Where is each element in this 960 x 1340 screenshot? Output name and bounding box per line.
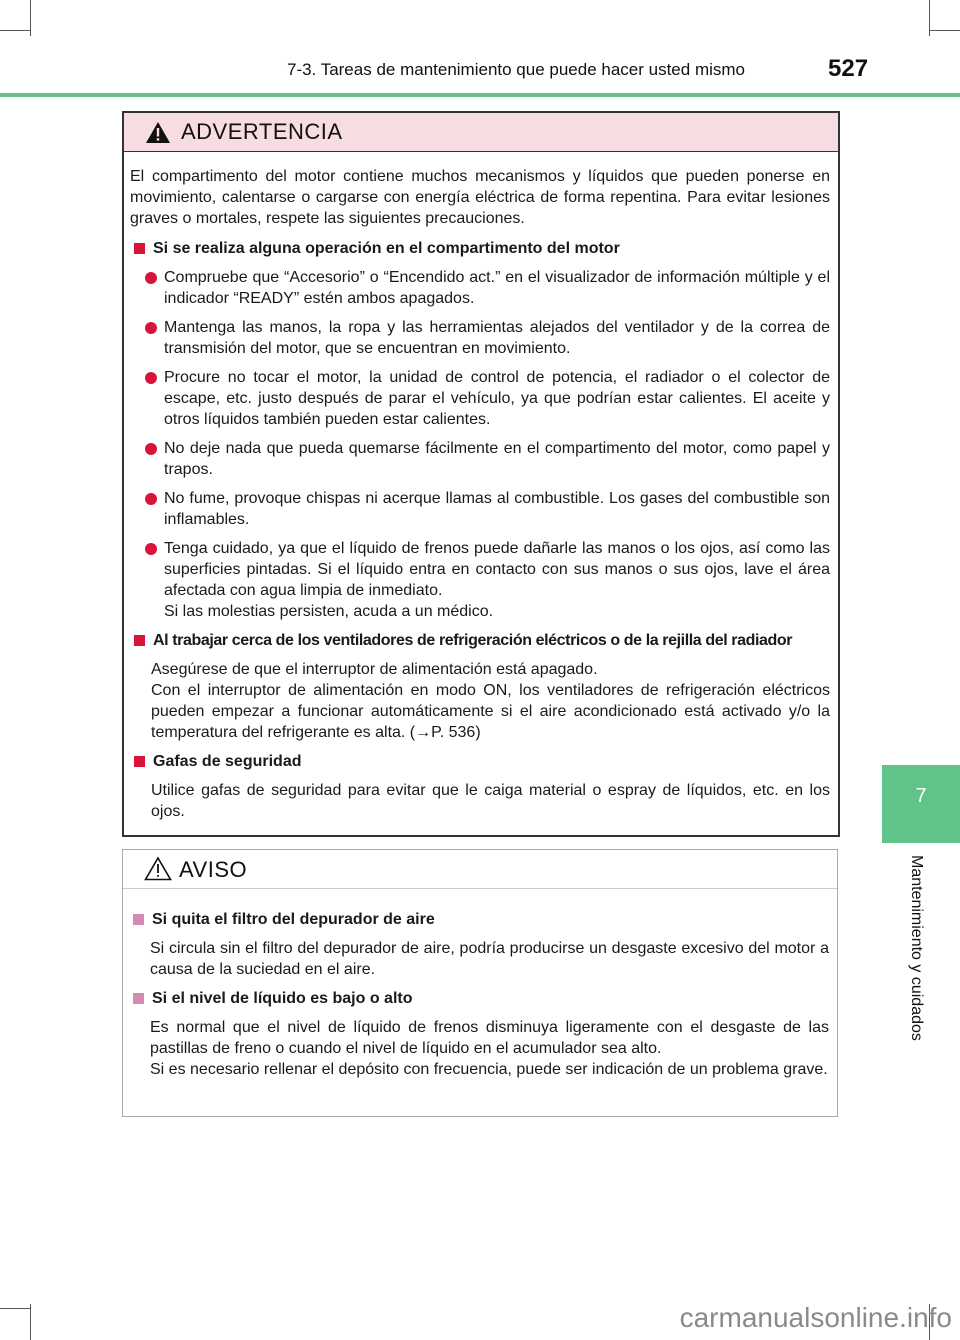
- round-bullet-icon: [145, 543, 157, 555]
- notice-subheading: Si el nivel de líquido es bajo o alto: [129, 988, 829, 1009]
- round-bullet-icon: [145, 493, 157, 505]
- square-bullet-icon: [134, 243, 145, 254]
- list-item: Mantenga las manos, la ropa y las herramientas alejados del ventilador y de la correa de transmisión del motor, que se encuentran en movimiento.: [145, 317, 830, 359]
- round-bullet-icon: [145, 372, 157, 384]
- header-rule: [0, 93, 960, 97]
- notice-title: AVISO: [179, 857, 248, 882]
- watermark: carmanualsonline.info: [679, 1302, 952, 1333]
- list-item: Compruebe que “Accesorio” o “Encendido act.” en el visualizador de información múltiple y el indicador “READY” estén ambos apagados.: [145, 267, 830, 309]
- caution-triangle-icon: [144, 856, 172, 886]
- crop-mark: [30, 0, 31, 36]
- chapter-title: Mantenimiento y cuidados: [908, 855, 925, 1041]
- paragraph: Es normal que el nivel de líquido de frenos disminuya ligeramente con el desgaste de las pastillas de freno o cuando el nivel de líquido en el acumulador sea alto.: [150, 1019, 829, 1057]
- crop-mark: [30, 1304, 31, 1340]
- square-bullet-icon: [133, 993, 144, 1004]
- round-bullet-icon: [145, 322, 157, 334]
- square-bullet-icon: [134, 635, 145, 646]
- crop-mark: [0, 1308, 30, 1309]
- notice-subheading: Si quita el filtro del depurador de aire: [129, 909, 829, 930]
- warning-box: [122, 111, 840, 837]
- warning-subheading: Si se realiza alguna operación en el compartimento del motor: [130, 238, 830, 259]
- list-item: No deje nada que pueda quemarse fácilmente en el compartimento del motor, como papel y trapos.: [145, 438, 830, 480]
- section-title: 7-3. Tareas de mantenimiento que puede hacer usted mismo: [286, 60, 745, 79]
- list-item: Procure no tocar el motor, la unidad de control de potencia, el radiador o el colector de escape, etc. justo después de parar el vehículo, ya que podrían estar calientes. El aceite y otros líquidos también pueden estar calientes.: [145, 367, 830, 430]
- chapter-number: 7: [915, 785, 927, 807]
- bullet-followup: Si las molestias persisten, acuda a un médico.: [164, 603, 494, 620]
- warning-body: [124, 152, 838, 822]
- warning-header: [124, 113, 838, 152]
- warning-subheading: Al trabajar cerca de los ventiladores de refrigeración eléctricos o de la rejilla del radiador: [130, 630, 830, 651]
- list-item: No fume, provoque chispas ni acerque llamas al combustible. Los gases del combustible son inflamables.: [145, 488, 830, 530]
- warning-title: ADVERTENCIA: [181, 119, 343, 144]
- crop-mark: [0, 30, 30, 31]
- list-item: Tenga cuidado, ya que el líquido de frenos puede dañarle las manos o los ojos, así como las superficies pintadas. Si el líquido entra en contacto con sus manos o sus ojos, lave el área afectada con agua limpia de inmediato.: [145, 538, 830, 601]
- warning-intro: El compartimento del motor contiene muchos mecanismos y líquidos que pueden ponerse en movimiento, calentarse o cargarse con energía eléctrica de forma repentina. Para evitar lesiones graves o mortales, respete las siguientes precauciones.: [130, 168, 830, 227]
- crop-mark: [930, 30, 960, 31]
- paragraph: Asegúrese de que el interruptor de alimentación está apagado.: [151, 661, 598, 678]
- round-bullet-icon: [145, 272, 157, 284]
- paragraph: Si es necesario rellenar el depósito con frecuencia, puede ser indicación de un problema grave.: [150, 1061, 828, 1078]
- round-bullet-icon: [145, 443, 157, 455]
- warning-subheading: Gafas de seguridad: [130, 751, 830, 772]
- notice-header: [123, 850, 837, 889]
- square-bullet-icon: [133, 914, 144, 925]
- notice-box: [122, 849, 838, 1117]
- page-number: 527: [828, 55, 869, 82]
- notice-body: [123, 889, 837, 1080]
- warning-triangle-icon: [145, 121, 171, 149]
- paragraph: Con el interruptor de alimentación en modo ON, los ventiladores de refrigeración eléctricos pueden empezar a funcionar automáticamente si el aire acondicionado está activado y/o la temperatura del refrigerante es alta. (→P. 536): [151, 682, 830, 741]
- square-bullet-icon: [134, 756, 145, 767]
- paragraph: Si circula sin el filtro del depurador de aire, podría producirse un desgaste excesivo del motor a causa de la suciedad en el aire.: [150, 940, 829, 978]
- paragraph: Utilice gafas de seguridad para evitar que le caiga material o espray de líquidos, etc. en los ojos.: [151, 782, 830, 820]
